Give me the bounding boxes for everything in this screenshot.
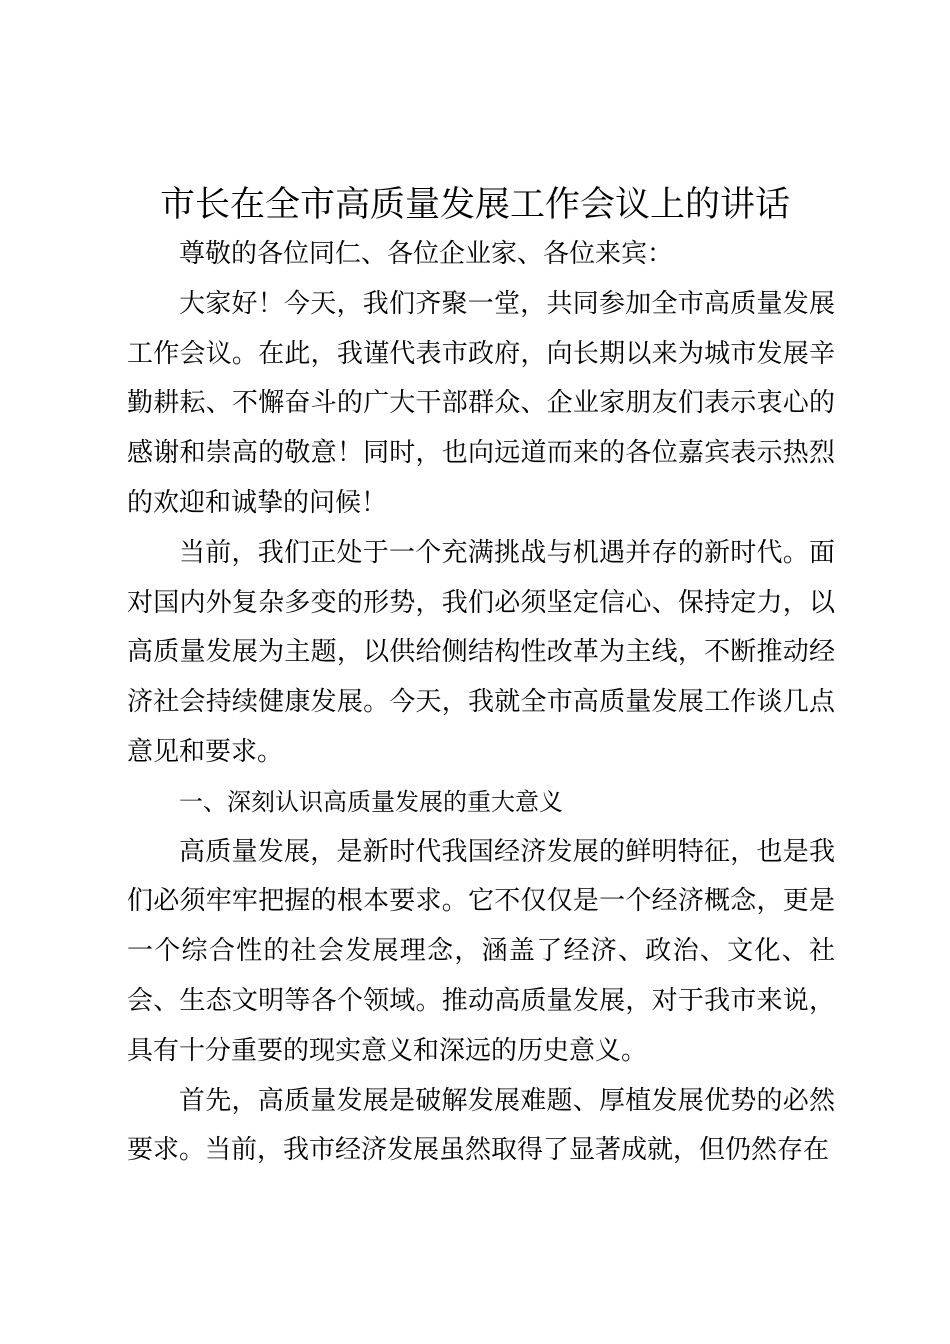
paragraph-context: 当前，我们正处于一个充满挑战与机遇并存的新时代。面对国内外复杂多变的形势，我们必须坚定信心、保持定力，以高质量发展为主题，以供给侧结构性改革为主线，不断推动经济社会持续健康发展。今天，我就全市高质量发展工作谈几点意见和要求。 <box>127 537 835 767</box>
paragraph-first-point: 首先，高质量发展是破解发展难题、厚植发展优势的必然要求。当前，我市经济发展虽然取得了显著成就，但仍然存在 <box>127 1085 835 1166</box>
section-heading-1: 一、深刻认识高质量发展的重大意义 <box>179 787 563 816</box>
paragraph-significance: 高质量发展，是新时代我国经济发展的鲜明特征，也是我们必须牢牢把握的根本要求。它不仅仅是一个经济概念，更是一个综合性的社会发展理念，涵盖了经济、政治、文化、社会、生态文明等各个领域。推动高质量发展，对于我市来说，具有十分重要的现实意义和深远的历史意义。 <box>127 836 835 1066</box>
document-body <box>127 230 835 1176</box>
paragraph-opening: 大家好！今天，我们齐聚一堂，共同参加全市高质量发展工作会议。在此，我谨代表市政府，向长期以来为城市发展辛勤耕耘、不懈奋斗的广大干部群众、企业家朋友们表示衷心的感谢和崇高的敬意！同时，也向远道而来的各位嘉宾表示热烈的欢迎和诚挚的问候！ <box>127 288 835 518</box>
document-title: 市长在全市高质量发展工作会议上的讲话 <box>159 185 790 225</box>
salutation: 尊敬的各位同仁、各位企业家、各位来宾： <box>179 239 674 269</box>
